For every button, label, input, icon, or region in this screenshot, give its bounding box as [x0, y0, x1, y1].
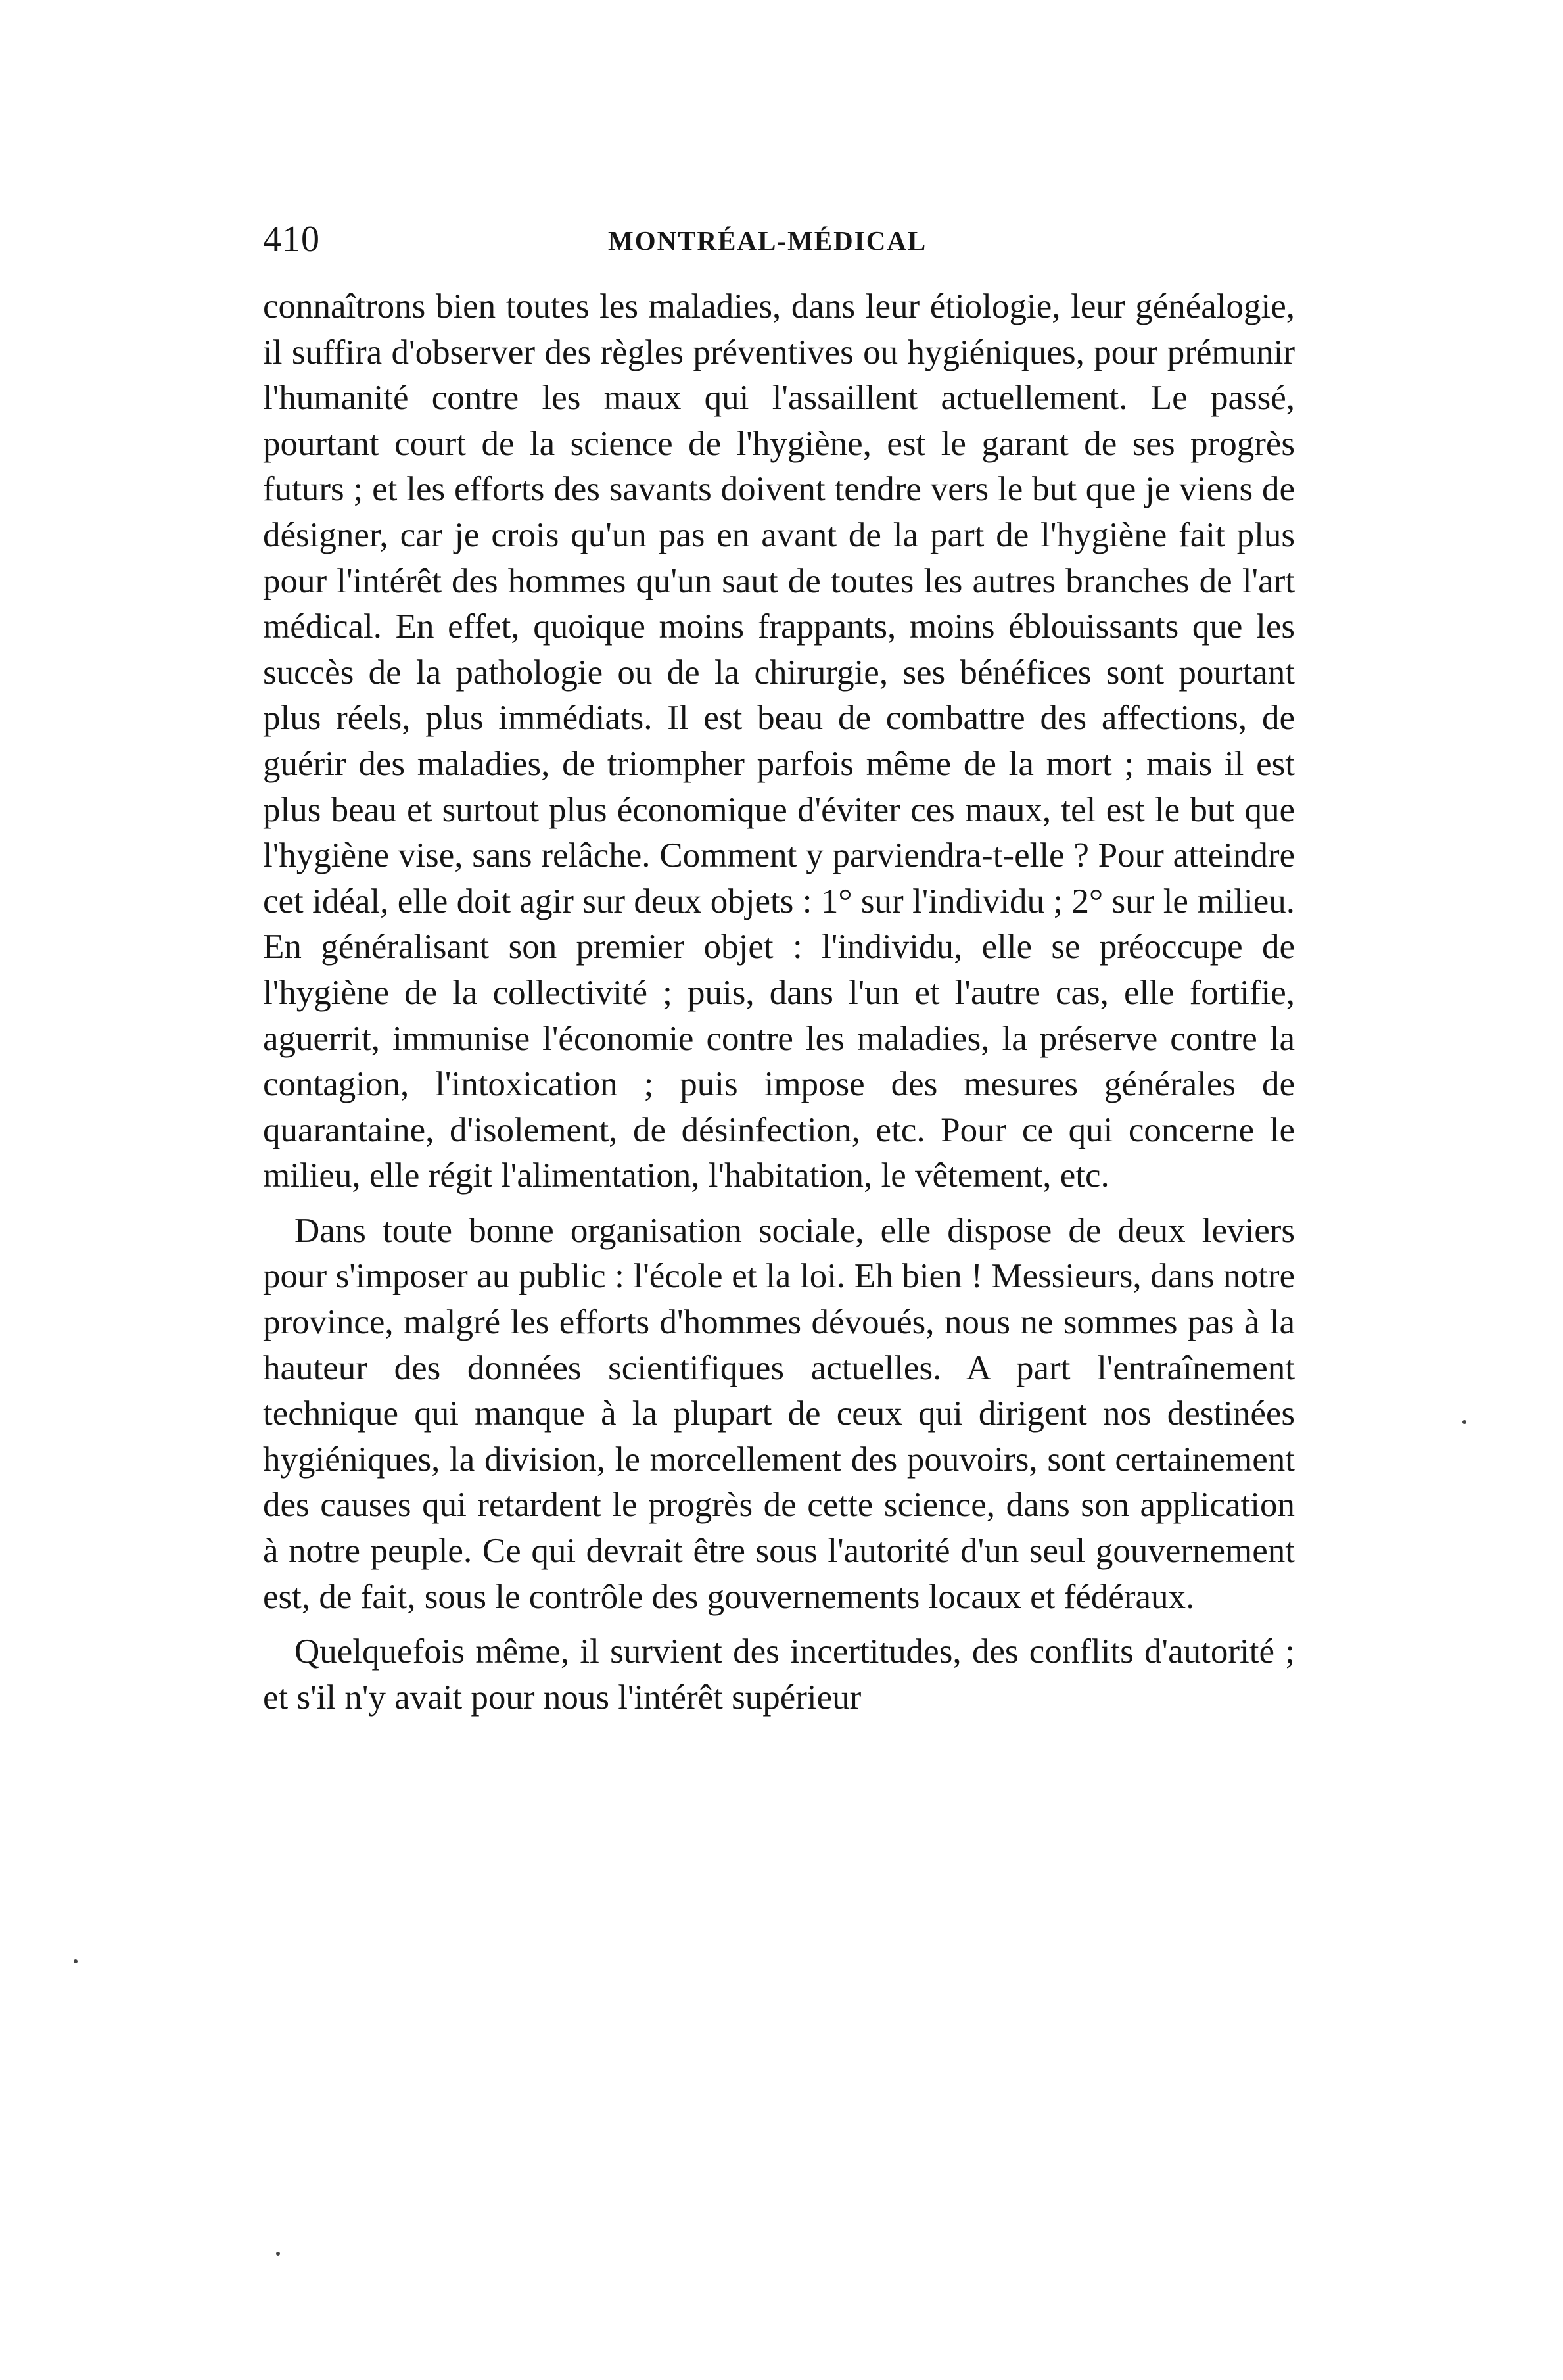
scan-speck — [74, 1959, 78, 1963]
scan-speck — [276, 2252, 280, 2256]
running-header — [263, 197, 1295, 270]
running-title: MONTRÉAL-MÉDICAL — [608, 226, 927, 256]
body-text — [263, 284, 1295, 1721]
paragraph: Dans toute bonne organisation sociale, elle dispose de deux leviers pour s'imposer au public : l'école et la loi. Eh bien ! Messieurs, dans notre province, malgré les efforts d'hommes dévoués, nous ne sommes pas à la hauteur des données scientifiques actuelles. A part l'entraînement technique qui manque à la plupart de ceux qui dirigent nos destinées hygiéniques, la division, le morcellement des pouvoirs, sont certainement des causes qui retardent le progrès de cette science, dans son application à notre peuple. Ce qui devrait être sous l'autorité d'un seul gouvernement est, de fait, sous le contrôle des gouvernements locaux et fédéraux. — [263, 1211, 1295, 1616]
paragraph: connaîtrons bien toutes les maladies, dans leur étiologie, leur généalogie, il suffira d'observer des règles préventives ou hygiéniques, pour prémunir l'humanité contre les maux qui l'assaillent actuellement. Le passé, pourtant court de la science de l'hygiène, est le garant de ses progrès futurs ; et les efforts des savants doivent tendre vers le but que je viens de désigner, car je crois qu'un pas en avant de la part de l'hygiène fait plus pour l'intérêt des hommes qu'un saut de toutes les autres branches de l'art médical. En effet, quoique moins frappants, moins éblouissants que les succès de la pathologie ou de la chirurgie, ses bénéfices sont pourtant plus réels, plus immédiats. Il est beau de combattre des affections, de guérir des maladies, de triompher parfois même de la mort ; mais il est plus beau et surtout plus économique d'éviter ces maux, tel est le but que l'hygiène vise, sans relâche. Comment y parviendra-t-elle ? Pour atteindre cet idéal, elle doit agir sur deux objets : 1° sur l'individu ; 2° sur le milieu. En généralisant son premier objet : l'individu, elle se préoccupe de l'hygiène de la collectivité ; puis, dans l'un et l'autre cas, elle fortifie, aguerrit, immunise l'économie contre les maladies, la préserve contre la contagion, l'intoxication ; puis impose des mesures générales de quarantaine, d'isolement, de désinfection, etc. Pour ce qui concerne le milieu, elle régit l'alimentation, l'habitation, le vêtement, etc. — [263, 287, 1295, 1195]
page-number: 410 — [263, 219, 320, 260]
paragraph: Quelquefois même, il survient des incertitudes, des conflits d'autorité ; et s'il n'y avait pour nous l'intérêt supérieur — [263, 1632, 1295, 1717]
book-page — [263, 197, 1295, 1721]
scan-speck — [1462, 1420, 1466, 1424]
